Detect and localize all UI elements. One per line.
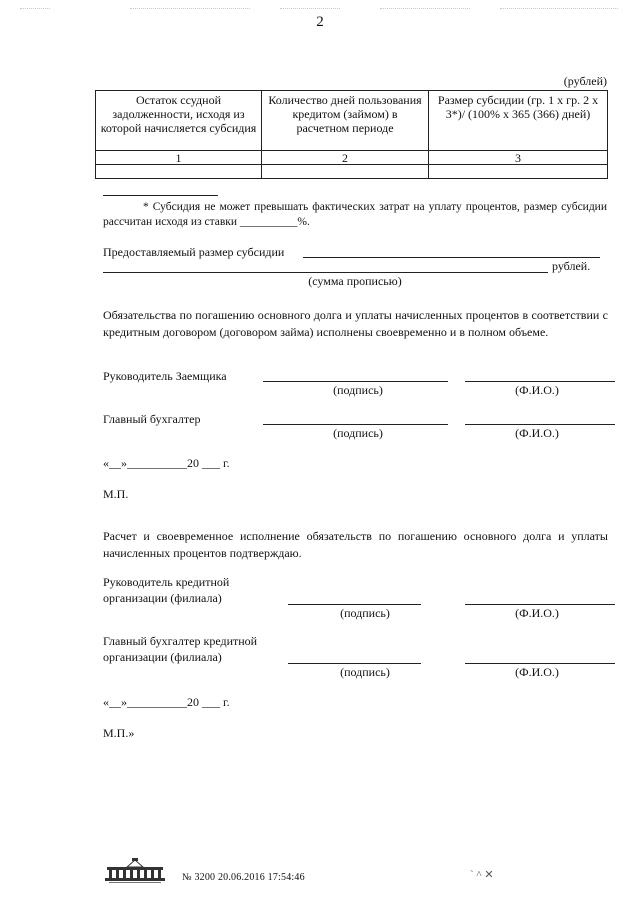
subsidy-table — [95, 90, 608, 179]
name-line — [465, 424, 615, 425]
signature-caption: (подпись) — [333, 426, 383, 440]
borrower-accountant-label: Главный бухгалтер — [103, 412, 201, 426]
column-number-1: 1 — [96, 151, 262, 165]
date-close-quote: » — [121, 695, 127, 709]
currency-label: рублей. — [552, 259, 591, 273]
final-stamp-label: М.П.» — [103, 726, 135, 740]
name-caption: (Ф.И.О.) — [515, 665, 559, 679]
footnote-text: * Субсидия не может превышать фактических затрат на уплату процентов, размер субсидии рассчитан исходя из ставки — [103, 201, 607, 228]
signature-line — [263, 381, 448, 382]
stamp-label: М.П. — [103, 487, 129, 501]
day-blank: __ — [109, 695, 121, 709]
signature-line — [263, 424, 448, 425]
date-open-quote: « — [103, 456, 109, 470]
date-line — [103, 694, 230, 710]
table-number-row — [96, 151, 608, 165]
table-cell — [262, 165, 429, 179]
table-header-row — [96, 91, 608, 151]
bank-accountant-label-line2: организации (филиала) — [103, 650, 222, 664]
rate-blank: __________ — [239, 216, 298, 228]
signature-line — [288, 604, 421, 605]
borrower-head-label: Руководитель Заемщика — [103, 369, 227, 383]
header-days-count: Количество дней пользования кредитом (займом) в расчетном периоде — [262, 91, 429, 151]
document-registration: № 3200 20.06.2016 17:54:46 — [182, 872, 305, 883]
name-line — [465, 604, 615, 605]
bank-statement: Расчет и своевременное исполнение обязательств по погашению основного долга и уплаты начисленных процентов подтверждаю. — [103, 529, 608, 560]
scan-noise — [280, 8, 340, 9]
signature-caption: (подпись) — [340, 665, 390, 679]
bank-head-label-line1: Руководитель кредитной — [103, 575, 230, 589]
footnote — [103, 200, 607, 230]
table-cell — [96, 165, 262, 179]
scan-noise — [380, 8, 470, 9]
column-number-2: 2 — [262, 151, 429, 165]
year-suffix: г. — [223, 695, 230, 709]
name-line — [465, 381, 615, 382]
percent-suffix: %. — [297, 216, 310, 228]
table-cell — [429, 165, 608, 179]
signature-caption: (подпись) — [333, 383, 383, 397]
name-caption: (Ф.И.О.) — [515, 426, 559, 440]
scan-noise — [500, 8, 618, 9]
date-open-quote: « — [103, 695, 109, 709]
scan-noise — [130, 8, 250, 9]
month-blank: __________ — [127, 695, 187, 709]
bank-head-label-line2: организации (филиала) — [103, 591, 222, 605]
amount-in-words-caption: (сумма прописью) — [308, 274, 402, 288]
page-number: 2 — [316, 14, 324, 30]
day-blank: __ — [109, 456, 121, 470]
signature-caption: (подпись) — [340, 606, 390, 620]
month-blank: __________ — [127, 456, 187, 470]
units-label: (рублей) — [563, 74, 607, 88]
year-blank: ___ — [202, 695, 220, 709]
name-caption: (Ф.И.О.) — [515, 606, 559, 620]
table-row — [96, 165, 608, 179]
bank-accountant-label-line1: Главный бухгалтер кредитной — [103, 634, 258, 648]
date-close-quote: » — [121, 456, 127, 470]
year-suffix: г. — [223, 456, 230, 470]
year-prefix: 20 — [187, 695, 199, 709]
year-blank: ___ — [202, 456, 220, 470]
footnote-separator — [103, 195, 218, 196]
bank-accountant-label — [103, 633, 257, 665]
date-line — [103, 455, 230, 471]
bank-head-label — [103, 574, 229, 606]
header-subsidy-size: Размер субсидии (гр. 1 х гр. 2 х 3*)/ (100% х 365 (366) дней) — [429, 91, 608, 151]
name-line — [465, 663, 615, 664]
scan-marks: ` ^ ✕ — [470, 869, 494, 881]
column-number-3: 3 — [429, 151, 608, 165]
year-prefix: 20 — [187, 456, 199, 470]
subsidy-amount-line-2 — [103, 272, 548, 273]
building-emblem-icon — [103, 858, 167, 884]
name-caption: (Ф.И.О.) — [515, 383, 559, 397]
signature-line — [288, 663, 421, 664]
subsidy-label: Предоставляемый размер субсидии — [103, 245, 285, 259]
header-loan-balance: Остаток ссудной задолженности, исходя из которой начисляется субсидия — [96, 91, 262, 151]
borrower-statement: Обязательства по погашению основного долга и уплаты начисленных процентов в соответствии с кредитным договором (договором займа) исполнены своевременно и в полном объеме. — [103, 308, 608, 339]
scan-noise — [20, 8, 50, 9]
